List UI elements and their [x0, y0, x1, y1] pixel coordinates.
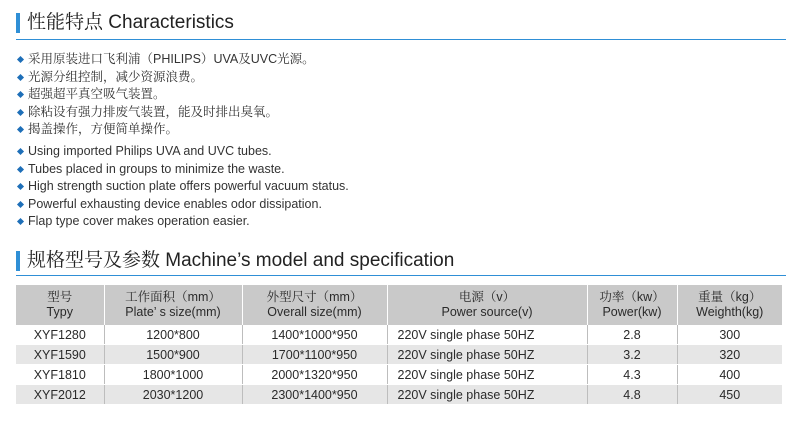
section-accent-bar — [16, 251, 20, 271]
diamond-bullet-icon — [17, 91, 24, 98]
section-accent-bar — [16, 13, 20, 33]
cell-power: 4.3 — [587, 365, 677, 385]
characteristics-header — [16, 10, 786, 40]
cell-power-source: 220V single phase 50HZ — [387, 345, 587, 365]
cell-overall-size: 1700*1100*950 — [242, 345, 387, 365]
cell-weight: 300 — [677, 325, 782, 345]
specification-title: 规格型号及参数 Machine’s model and specification — [27, 250, 455, 271]
cell-power: 2.8 — [587, 325, 677, 345]
cell-overall-size: 1400*1000*950 — [242, 325, 387, 345]
diamond-bullet-icon — [17, 183, 24, 190]
col-header-weight: 重量（kg） Weighth(kg) — [677, 285, 782, 325]
feature-item-cn: 揭盖操作，方便简单操作。 — [16, 121, 315, 139]
cell-weight: 450 — [677, 385, 782, 405]
feature-item-cn: 采用原装进口飞利浦（PHILIPS）UVA及UVC光源。 — [16, 51, 315, 69]
specification-table — [16, 285, 782, 405]
diamond-bullet-icon — [17, 201, 24, 208]
cell-model: XYF1810 — [16, 365, 104, 385]
section-divider — [16, 39, 786, 40]
feature-item-cn: 光源分组控制，减少资源浪费。 — [16, 69, 315, 87]
diamond-bullet-icon — [17, 218, 24, 225]
cell-power-source: 220V single phase 50HZ — [387, 385, 587, 405]
cell-power-source: 220V single phase 50HZ — [387, 365, 587, 385]
feature-item-cn: 超强超平真空吸气装置。 — [16, 86, 315, 104]
cell-plate-size: 1200*800 — [104, 325, 242, 345]
feature-item-en: Using imported Philips UVA and UVC tubes. — [16, 143, 349, 161]
table-header-row — [16, 285, 782, 325]
feature-item-cn: 除粘设有强力排废气装置，能及时排出臭氧。 — [16, 104, 315, 122]
features-en-list — [16, 143, 349, 231]
feature-item-en: Flap type cover makes operation easier. — [16, 213, 349, 231]
specification-header — [16, 248, 786, 276]
section-divider — [16, 275, 786, 276]
cell-power: 4.8 — [587, 385, 677, 405]
cell-model: XYF1590 — [16, 345, 104, 365]
col-header-overall-size: 外型尺寸（mm） Overall size(mm) — [242, 285, 387, 325]
feature-item-en: Powerful exhausting device enables odor dissipation. — [16, 196, 349, 214]
diamond-bullet-icon — [17, 56, 24, 63]
diamond-bullet-icon — [17, 166, 24, 173]
feature-item-en: Tubes placed in groups to minimize the waste. — [16, 161, 349, 179]
table-row — [16, 385, 782, 405]
cell-plate-size: 1800*1000 — [104, 365, 242, 385]
table-row — [16, 365, 782, 385]
diamond-bullet-icon — [17, 74, 24, 81]
cell-model: XYF1280 — [16, 325, 104, 345]
cell-overall-size: 2000*1320*950 — [242, 365, 387, 385]
cell-plate-size: 2030*1200 — [104, 385, 242, 405]
features-cn-list — [16, 51, 315, 139]
col-header-power-source: 电源（v） Power source(v) — [387, 285, 587, 325]
diamond-bullet-icon — [17, 109, 24, 116]
table-row — [16, 345, 782, 365]
cell-plate-size: 1500*900 — [104, 345, 242, 365]
col-header-plate-size: 工作面积（mm） Plate’ s size(mm) — [104, 285, 242, 325]
diamond-bullet-icon — [17, 148, 24, 155]
characteristics-title: 性能特点 Characteristics — [27, 12, 234, 33]
table-row — [16, 325, 782, 345]
cell-weight: 320 — [677, 345, 782, 365]
col-header-power: 功率（kw） Power(kw) — [587, 285, 677, 325]
cell-overall-size: 2300*1400*950 — [242, 385, 387, 405]
diamond-bullet-icon — [17, 126, 24, 133]
cell-power-source: 220V single phase 50HZ — [387, 325, 587, 345]
cell-model: XYF2012 — [16, 385, 104, 405]
cell-weight: 400 — [677, 365, 782, 385]
col-header-model: 型号 Typy — [16, 285, 104, 325]
cell-power: 3.2 — [587, 345, 677, 365]
feature-item-en: High strength suction plate offers powerful vacuum status. — [16, 178, 349, 196]
